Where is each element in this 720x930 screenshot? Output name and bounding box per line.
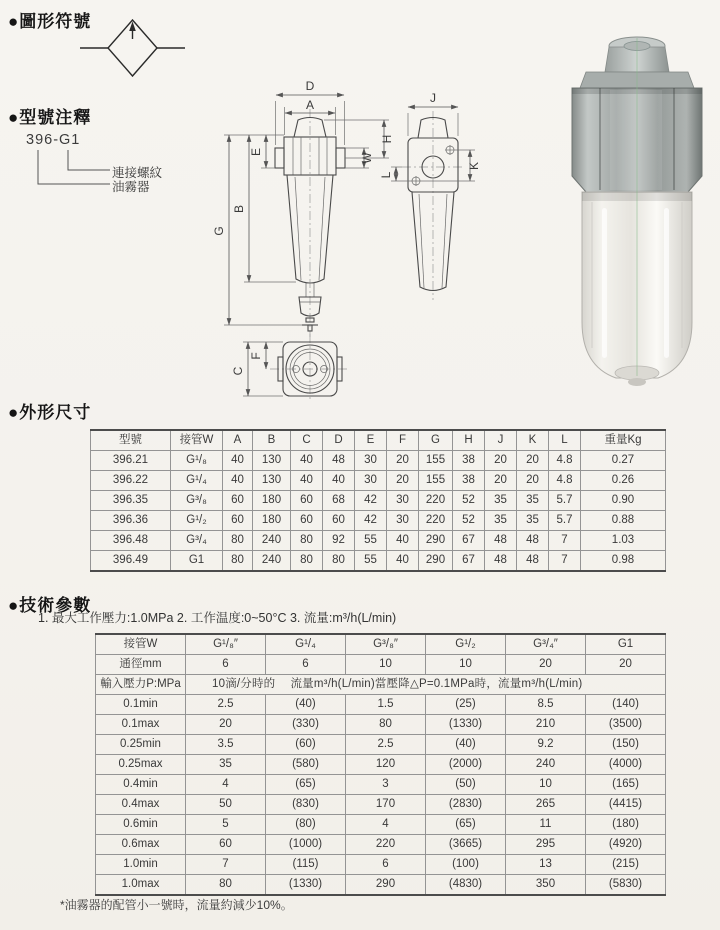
dim-label-E: E — [249, 147, 263, 157]
param-flow-cell: (2830) — [426, 795, 506, 815]
dim-cell: 290 — [419, 531, 453, 551]
bottom-view — [231, 334, 350, 402]
param-flow-cell: 3 — [346, 775, 426, 795]
dim-column-header: J — [485, 430, 517, 451]
dim-cell: 35 — [517, 511, 549, 531]
param-flow-cell: 13 — [506, 855, 586, 875]
dim-cell: 20 — [517, 451, 549, 471]
param-bore-value: 10 — [426, 655, 506, 675]
dim-cell: 48 — [517, 551, 549, 572]
param-flow-cell: (4415) — [586, 795, 666, 815]
dim-cell: 35 — [485, 511, 517, 531]
dim-cell: 7 — [549, 531, 581, 551]
dim-label-C: C — [231, 366, 245, 376]
param-connector-value: G³/₄″ — [506, 634, 586, 655]
dim-table-row — [91, 551, 666, 572]
param-flow-cell: 2.5 — [186, 695, 266, 715]
dim-label-K: K — [467, 161, 481, 171]
param-bore-value: 20 — [586, 655, 666, 675]
param-flow-cell: (2000) — [426, 755, 506, 775]
dim-cell: 396.48 — [91, 531, 171, 551]
dim-cell: 80 — [323, 551, 355, 572]
dim-cell: 40 — [223, 451, 253, 471]
param-flow-cell: 7 — [186, 855, 266, 875]
param-bore-value: 10 — [346, 655, 426, 675]
dim-cell: 48 — [485, 531, 517, 551]
dim-cell: 240 — [253, 531, 291, 551]
dim-cell: G¹/₄ — [171, 471, 223, 491]
param-flow-cell: 0.1min — [96, 695, 186, 715]
dim-column-header: 重量Kg — [581, 430, 666, 451]
param-flow-cell: 0.6min — [96, 815, 186, 835]
section-title-outline-dimensions: ●外形尺寸 — [8, 403, 92, 422]
dim-table-row — [91, 471, 666, 491]
dim-cell: G³/₄ — [171, 531, 223, 551]
param-flow-cell: 0.4min — [96, 775, 186, 795]
dim-label-L: L — [379, 171, 393, 179]
param-flow-cell: (60) — [266, 735, 346, 755]
dim-cell: 20 — [387, 471, 419, 491]
param-flow-cell: 240 — [506, 755, 586, 775]
param-connector-label: 接管W — [96, 634, 186, 655]
dim-cell: 92 — [323, 531, 355, 551]
param-flow-cell: 50 — [186, 795, 266, 815]
dim-cell: 55 — [355, 531, 387, 551]
side-view — [379, 91, 481, 300]
dim-cell: 40 — [291, 451, 323, 471]
param-flow-cell: 80 — [186, 875, 266, 896]
param-flow-cell: 3.5 — [186, 735, 266, 755]
dim-cell: 67 — [453, 531, 485, 551]
param-flow-cell: 4 — [346, 815, 426, 835]
param-inlet-span: 10滴/分時的 流量m³/h(L/min)當壓降△P=0.1MPa時，流量m³/h(L/min) — [186, 675, 666, 695]
param-flow-cell: (330) — [266, 715, 346, 735]
dim-table-row — [91, 531, 666, 551]
dim-cell: 220 — [419, 511, 453, 531]
param-flow-cell: (40) — [266, 695, 346, 715]
param-flow-cell: 120 — [346, 755, 426, 775]
dim-label-W: W — [360, 152, 374, 164]
dim-cell: 42 — [355, 511, 387, 531]
dim-header-row — [91, 430, 666, 451]
dim-cell: 48 — [517, 531, 549, 551]
dim-cell: 20 — [517, 471, 549, 491]
param-bore-label: 通徑mm — [96, 655, 186, 675]
dim-cell: 155 — [419, 471, 453, 491]
dim-cell: 290 — [419, 551, 453, 572]
dim-cell: 52 — [453, 491, 485, 511]
dim-cell: 180 — [253, 511, 291, 531]
dim-column-header: B — [253, 430, 291, 451]
dim-cell: 48 — [323, 451, 355, 471]
dim-cell: 38 — [453, 451, 485, 471]
dim-cell: 80 — [291, 551, 323, 572]
param-flow-cell: 220 — [346, 835, 426, 855]
param-flow-row — [96, 695, 666, 715]
param-flow-cell: 35 — [186, 755, 266, 775]
param-flow-row — [96, 855, 666, 875]
param-connector-value: G¹/₈″ — [186, 634, 266, 655]
dim-cell: 396.36 — [91, 511, 171, 531]
dim-column-header: 接管W — [171, 430, 223, 451]
param-flow-cell: (100) — [426, 855, 506, 875]
param-flow-cell: 10 — [506, 775, 586, 795]
param-flow-cell: 1.0min — [96, 855, 186, 875]
dim-cell: 80 — [223, 551, 253, 572]
dim-cell: G¹/₈ — [171, 451, 223, 471]
param-flow-cell: (580) — [266, 755, 346, 775]
param-bore-row — [96, 655, 666, 675]
param-flow-cell: (150) — [586, 735, 666, 755]
dim-cell: 60 — [223, 491, 253, 511]
parameters-table — [95, 633, 666, 896]
dim-column-header: L — [549, 430, 581, 451]
dim-cell: 55 — [355, 551, 387, 572]
dim-table-row — [91, 511, 666, 531]
param-flow-cell: 6 — [346, 855, 426, 875]
param-flow-row — [96, 795, 666, 815]
dim-cell: 130 — [253, 451, 291, 471]
param-connector-value: G¹/₂ — [426, 634, 506, 655]
lubricator-symbol-icon — [80, 12, 185, 84]
param-flow-cell: 295 — [506, 835, 586, 855]
dim-cell: 67 — [453, 551, 485, 572]
dim-cell: 30 — [387, 511, 419, 531]
param-connector-value: G¹/₄ — [266, 634, 346, 655]
dim-label-H: H — [380, 134, 394, 144]
param-flow-cell: (1330) — [426, 715, 506, 735]
dim-cell: G³/₈ — [171, 491, 223, 511]
dim-cell: 60 — [291, 511, 323, 531]
parameters-note: 1. 最大工作壓力:1.0MPa 2. 工作温度:0~50°C 3. 流量:m³/h(L/min) — [38, 611, 397, 625]
dim-cell: 0.98 — [581, 551, 666, 572]
dim-cell: 40 — [387, 551, 419, 572]
param-flow-cell: (4830) — [426, 875, 506, 896]
param-flow-cell: 0.6max — [96, 835, 186, 855]
dim-cell: 7 — [549, 551, 581, 572]
dim-cell: 52 — [453, 511, 485, 531]
param-flow-cell: (830) — [266, 795, 346, 815]
param-flow-cell: 8.5 — [506, 695, 586, 715]
param-flow-cell: 80 — [346, 715, 426, 735]
dim-cell: 20 — [387, 451, 419, 471]
param-flow-row — [96, 735, 666, 755]
param-flow-cell: (40) — [426, 735, 506, 755]
dim-column-header: A — [223, 430, 253, 451]
dim-cell: 20 — [485, 451, 517, 471]
param-flow-row — [96, 755, 666, 775]
param-flow-row — [96, 815, 666, 835]
param-flow-cell: 0.25min — [96, 735, 186, 755]
param-flow-cell: (65) — [426, 815, 506, 835]
model-code: 396-G1 — [26, 132, 81, 148]
param-flow-cell: (140) — [586, 695, 666, 715]
dim-cell: 30 — [355, 451, 387, 471]
param-flow-row — [96, 775, 666, 795]
dim-cell: 0.27 — [581, 451, 666, 471]
param-flow-cell: 20 — [186, 715, 266, 735]
dim-cell: 30 — [387, 491, 419, 511]
dim-cell: G1 — [171, 551, 223, 572]
dim-cell: 240 — [253, 551, 291, 572]
param-connector-value: G³/₈″ — [346, 634, 426, 655]
param-connector-value: G1 — [586, 634, 666, 655]
device-label: 油霧器 — [112, 180, 150, 194]
param-flow-cell: 1.0max — [96, 875, 186, 896]
dimension-table — [90, 429, 666, 572]
param-flow-cell: (4000) — [586, 755, 666, 775]
lubricator-photo-shapes — [572, 37, 702, 386]
param-flow-cell: 2.5 — [346, 735, 426, 755]
param-bore-value: 6 — [266, 655, 346, 675]
section-title-graphic-symbol: ●圖形符號 — [8, 12, 92, 31]
dim-column-header: G — [419, 430, 453, 451]
dim-cell: 396.22 — [91, 471, 171, 491]
dim-cell: 0.26 — [581, 471, 666, 491]
dim-cell: 80 — [223, 531, 253, 551]
param-flow-cell: (1330) — [266, 875, 346, 896]
param-flow-cell: (3665) — [426, 835, 506, 855]
dim-cell: 60 — [291, 491, 323, 511]
dim-column-header: C — [291, 430, 323, 451]
dim-column-header: F — [387, 430, 419, 451]
dim-cell: 80 — [291, 531, 323, 551]
product-photo — [552, 26, 720, 392]
param-bore-value: 6 — [186, 655, 266, 675]
dim-cell: 220 — [419, 491, 453, 511]
dim-cell: 68 — [323, 491, 355, 511]
param-flow-cell: 0.4max — [96, 795, 186, 815]
param-flow-cell: (215) — [586, 855, 666, 875]
dim-label-J: J — [430, 91, 436, 105]
param-flow-cell: 0.25max — [96, 755, 186, 775]
dim-cell: 5.7 — [549, 511, 581, 531]
outline-drawing — [212, 57, 502, 402]
dim-cell: 20 — [485, 471, 517, 491]
dim-label-F: F — [249, 352, 263, 360]
dim-cell: 130 — [253, 471, 291, 491]
section-title-model-notes: ●型號注釋 — [8, 108, 92, 127]
dim-label-G: G — [212, 226, 226, 236]
dim-table-row — [91, 491, 666, 511]
thread-label: 連接螺紋 — [112, 166, 163, 180]
param-flow-row — [96, 715, 666, 735]
dim-cell: 42 — [355, 491, 387, 511]
param-flow-cell: 170 — [346, 795, 426, 815]
param-flow-cell: 265 — [506, 795, 586, 815]
section-title-technical-parameters: ●技術參數 — [8, 596, 92, 615]
param-flow-cell: (165) — [586, 775, 666, 795]
dim-cell: 35 — [485, 491, 517, 511]
dim-cell: 396.49 — [91, 551, 171, 572]
dim-cell: 40 — [387, 531, 419, 551]
param-flow-cell: 0.1max — [96, 715, 186, 735]
param-flow-cell: 5 — [186, 815, 266, 835]
param-inlet-row — [96, 675, 666, 695]
dim-cell: 40 — [223, 471, 253, 491]
dim-cell: 1.03 — [581, 531, 666, 551]
param-flow-cell: (50) — [426, 775, 506, 795]
dim-cell: 38 — [453, 471, 485, 491]
dim-cell: 4.8 — [549, 451, 581, 471]
dim-column-header: H — [453, 430, 485, 451]
dim-cell: 5.7 — [549, 491, 581, 511]
param-flow-cell: 290 — [346, 875, 426, 896]
dim-cell: 48 — [485, 551, 517, 572]
param-flow-cell: 350 — [506, 875, 586, 896]
dim-cell: 0.88 — [581, 511, 666, 531]
footnote: *油霧器的配管小一號時，流量約減少10%。 — [60, 898, 293, 912]
param-flow-cell: (115) — [266, 855, 346, 875]
dim-cell: 180 — [253, 491, 291, 511]
dim-column-header: E — [355, 430, 387, 451]
dim-cell: 30 — [355, 471, 387, 491]
front-dimensions — [212, 79, 394, 325]
dim-label-A: A — [305, 98, 315, 112]
param-flow-cell: (5830) — [586, 875, 666, 896]
param-flow-cell: (1000) — [266, 835, 346, 855]
param-flow-cell: 4 — [186, 775, 266, 795]
dim-cell: 60 — [323, 511, 355, 531]
dim-table-row — [91, 451, 666, 471]
dim-label-B: B — [232, 204, 246, 214]
dim-cell: 60 — [223, 511, 253, 531]
dim-cell: 396.35 — [91, 491, 171, 511]
param-flow-cell: 1.5 — [346, 695, 426, 715]
dim-column-header: K — [517, 430, 549, 451]
param-flow-cell: 60 — [186, 835, 266, 855]
param-inlet-label: 輸入壓力P:MPa — [96, 675, 186, 695]
param-flow-cell: (25) — [426, 695, 506, 715]
param-flow-cell: 9.2 — [506, 735, 586, 755]
dim-cell: 4.8 — [549, 471, 581, 491]
dim-cell: 35 — [517, 491, 549, 511]
dim-cell: 40 — [291, 471, 323, 491]
dim-cell: G¹/₂ — [171, 511, 223, 531]
param-flow-cell: (80) — [266, 815, 346, 835]
param-flow-cell: (65) — [266, 775, 346, 795]
param-bore-value: 20 — [506, 655, 586, 675]
dim-cell: 155 — [419, 451, 453, 471]
param-flow-cell: (3500) — [586, 715, 666, 735]
dim-cell: 40 — [323, 471, 355, 491]
param-flow-cell: 11 — [506, 815, 586, 835]
param-flow-cell: 210 — [506, 715, 586, 735]
front-view — [275, 109, 345, 337]
param-connector-row — [96, 634, 666, 655]
dim-label-D: D — [305, 79, 315, 93]
dim-column-header: 型號 — [91, 430, 171, 451]
dim-cell: 396.21 — [91, 451, 171, 471]
param-flow-cell: (4920) — [586, 835, 666, 855]
dim-cell: 0.90 — [581, 491, 666, 511]
param-flow-cell: (180) — [586, 815, 666, 835]
param-flow-row — [96, 835, 666, 855]
dim-column-header: D — [323, 430, 355, 451]
param-flow-row — [96, 875, 666, 896]
